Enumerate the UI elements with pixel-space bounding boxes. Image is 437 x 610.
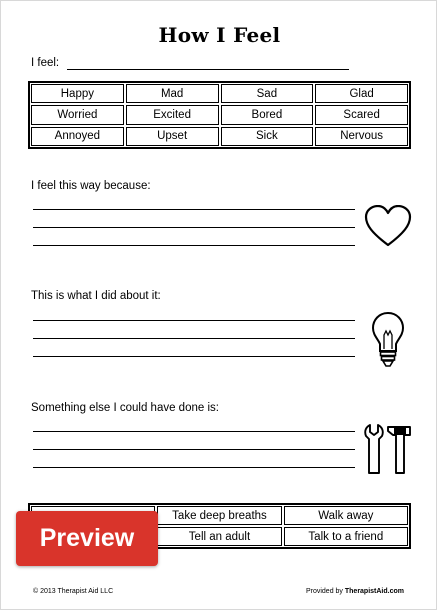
prompt-did: This is what I did about it: [31, 290, 161, 302]
feeling-cell[interactable]: Happy [31, 84, 124, 103]
because-answer-line[interactable] [33, 227, 355, 228]
feeling-cell[interactable]: Scared [315, 105, 408, 124]
coping-cell[interactable]: Take deep breaths [157, 506, 281, 525]
did-answer-line[interactable] [33, 356, 355, 357]
feeling-cell[interactable]: Excited [126, 105, 219, 124]
tools-icon [364, 421, 414, 477]
feeling-cell[interactable]: Worried [31, 105, 124, 124]
feeling-cell[interactable]: Bored [221, 105, 314, 124]
feeling-cell[interactable]: Glad [315, 84, 408, 103]
feeling-cell[interactable]: Nervous [315, 127, 408, 146]
prompt-i-feel: I feel: [31, 57, 60, 69]
footer-provided-by [306, 588, 404, 595]
footer-brand-link[interactable]: TherapistAid.com [344, 588, 404, 595]
else-answer-line[interactable] [33, 467, 355, 468]
footer-copyright: © 2013 Therapist Aid LLC [33, 588, 114, 595]
heart-icon [364, 205, 412, 249]
coping-cell[interactable]: Tell an adult [157, 527, 281, 546]
feeling-cell[interactable]: Sick [221, 127, 314, 146]
prompt-else: Something else I could have done is: [31, 402, 219, 414]
footer-provided-prefix: Provided by [305, 588, 345, 595]
else-answer-line[interactable] [33, 449, 355, 450]
feelings-table [28, 81, 411, 149]
did-answer-line[interactable] [33, 320, 355, 321]
feeling-cell[interactable]: Sad [221, 84, 314, 103]
feeling-cell[interactable]: Annoyed [31, 127, 124, 146]
did-answer-line[interactable] [33, 338, 355, 339]
lightbulb-icon [371, 311, 405, 369]
because-answer-line[interactable] [33, 209, 355, 210]
prompt-because: I feel this way because: [31, 180, 151, 192]
preview-badge[interactable]: Preview [16, 511, 158, 566]
else-answer-line[interactable] [33, 431, 355, 432]
because-answer-line[interactable] [33, 245, 355, 246]
feeling-cell[interactable]: Mad [126, 84, 219, 103]
coping-cell[interactable]: Talk to a friend [284, 527, 408, 546]
feeling-cell[interactable]: Upset [126, 127, 219, 146]
coping-cell[interactable]: Walk away [284, 506, 408, 525]
page-title: How I Feel [158, 23, 281, 47]
i-feel-answer-line[interactable] [67, 69, 349, 70]
